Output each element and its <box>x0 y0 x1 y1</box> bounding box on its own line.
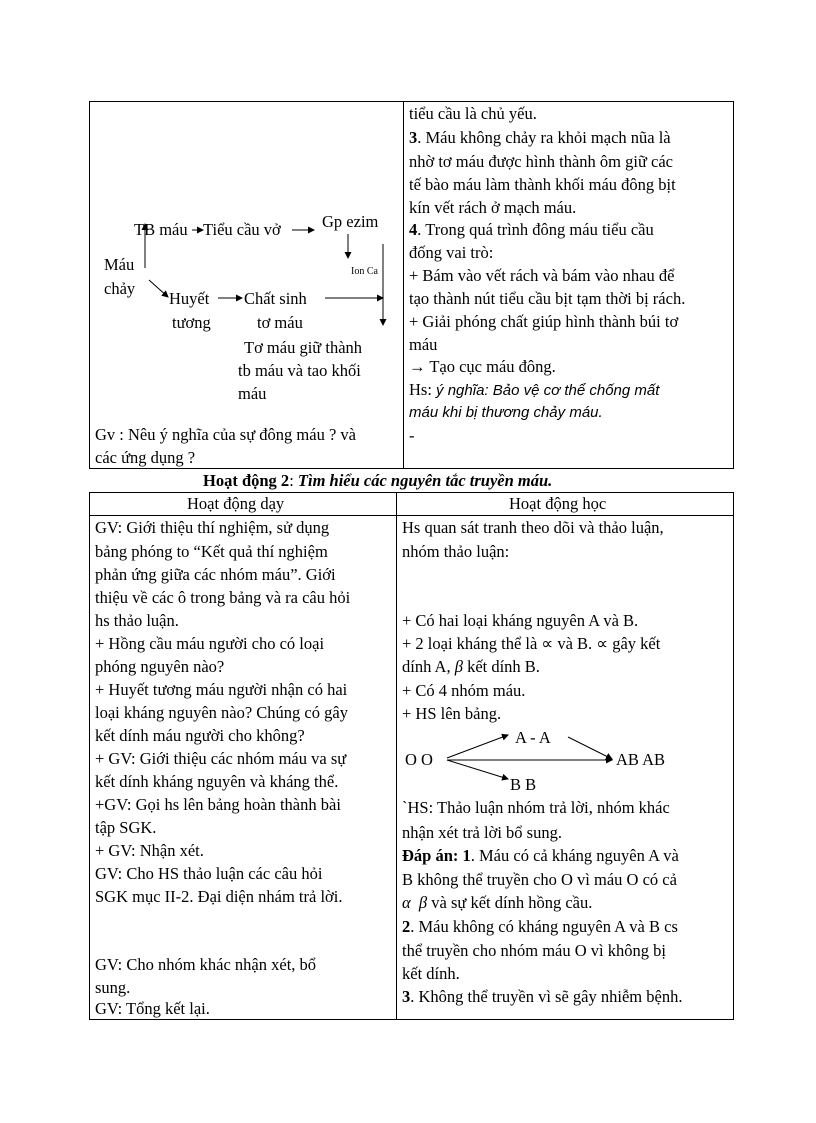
hs-line-2: máu khi bị thương chảy máu. <box>409 404 603 421</box>
diagram-gp-ezim: Gp ezim <box>322 212 379 231</box>
answer-label: Đáp án: <box>402 846 463 865</box>
right-line-7: đống vai trò: <box>409 243 494 262</box>
diagram-to-mau: tơ máu <box>257 313 303 332</box>
left2-line-20: GV: Tổng kết lại. <box>95 999 210 1018</box>
diagram-ion-ca: Ion Ca <box>351 266 378 277</box>
hs-italic-1: ý nghĩa: Bảo vệ cơ thể chống mất <box>436 382 660 399</box>
right2-point-2: + 2 loại kháng thể là ∝ và B. ∝ gây kết <box>402 634 661 653</box>
section-heading-italic: Tìm hiểu các nguyên tắc truyền máu. <box>297 471 553 490</box>
right-line-3: nhờ tơ máu được hình thành ôm giữ các <box>409 152 674 171</box>
diagram-tieu-cau-vo: Tiểu cầu vở <box>203 220 281 239</box>
right-line-9: tạo thành nút tiểu cầu bịt tạm thời bị rách. <box>409 289 686 308</box>
col-header-teach: Hoạt động dạy <box>187 494 285 513</box>
answer-2-num: 2 <box>402 917 411 936</box>
answer-line-7 <box>402 987 682 1007</box>
left2-line-6: + Hồng cầu máu người cho có loại <box>95 634 325 653</box>
answer-line-1 <box>402 846 679 866</box>
bg-b: B B <box>510 775 537 794</box>
diagram-mau: Máu <box>104 255 135 274</box>
left2-line-4: thiệu về các ô trong bảng và ra câu hỏi <box>95 588 351 607</box>
answer-1-text-3: và sự kết dính hồng cầu. <box>431 893 593 912</box>
answer-line-5: thể truyền cho nhóm máu O vì không bị <box>402 941 666 960</box>
right-line-8: + Bám vào vết rách và bám vào nhau để <box>409 266 675 285</box>
alpha-symbol: α <box>402 893 411 912</box>
diagram-result-1: Tơ máu giữ thành <box>244 338 363 357</box>
dash: - <box>409 426 415 445</box>
right2-after-2: nhận xét trả lời bổ sung. <box>402 823 562 842</box>
answer-line-2: B không thể truyền cho O vì máu O có cả <box>402 870 677 889</box>
right2-point-5: + HS lên bảng. <box>402 704 502 723</box>
hs-prefix: Hs: <box>409 380 437 399</box>
answer-3-num: 3 <box>402 987 411 1006</box>
num-4: 4 <box>409 220 418 239</box>
left2-line-1: GV: Giới thiệu thí nghiệm, sử dụng <box>95 518 330 537</box>
diagram-chat-sinh: Chất sinh <box>244 289 307 308</box>
left2-line-14: tập SGK. <box>95 818 157 837</box>
left2-line-19: sung. <box>95 978 131 997</box>
diagram-tuong: tương <box>172 313 211 332</box>
left2-line-16: GV: Cho HS thảo luận các câu hỏi <box>95 864 323 883</box>
left2-line-5: hs thảo luận. <box>95 611 179 630</box>
diagram-tb-mau: TB máu <box>134 220 188 239</box>
bg-o: O O <box>405 750 433 769</box>
arrow-a-to-ab <box>568 737 612 759</box>
left2-line-12: kết dính kháng nguyên và kháng thể. <box>95 772 339 791</box>
answer-line-3 <box>402 893 592 913</box>
answer-1-num: 1 <box>462 846 471 865</box>
diagram-result-2: tb máu và tao khối <box>238 361 361 380</box>
left2-line-15: + GV: Nhận xét. <box>95 841 204 860</box>
left2-line-3: phản ứng giữa các nhóm máu”. Giới <box>95 565 336 584</box>
answer-line-6: kết dính. <box>402 964 460 983</box>
arrow-o-to-b <box>447 760 508 779</box>
right2-point-3b: kết dính B. <box>467 657 540 676</box>
right2-point-1: + Có hai loại kháng nguyên A và B. <box>402 611 639 630</box>
right-line-5: kín vết rách ở mạch máu. <box>409 198 577 217</box>
left2-line-2: bảng phóng to “Kết quả thí nghiệm <box>95 542 328 561</box>
left2-line-17: SGK mục II-2. Đại diện nhám trả lời. <box>95 887 343 906</box>
num-3: 3 <box>409 128 418 147</box>
section-heading-colon: : <box>289 471 298 490</box>
section-heading-bold: Hoạt động 2 <box>203 471 290 490</box>
left2-line-13: +GV: Gọi hs lên bảng hoàn thành bài <box>95 795 341 814</box>
right-line-12: → Tạo cục máu đông. <box>409 357 556 376</box>
arrow-o-to-a <box>447 735 508 758</box>
answer-2-text-1: . Máu không có kháng nguyên A và B cs <box>410 917 678 936</box>
right-line-10: + Giải phóng chất giúp hình thành búi tơ <box>409 312 679 331</box>
answer-3-text: . Không thể truyền vì sẽ gây nhiễm bệnh. <box>410 987 683 1006</box>
left2-line-11: + GV: Giới thiệu các nhóm máu va sự <box>95 749 347 768</box>
beta-symbol-2: β <box>418 893 428 912</box>
bg-a: A - A <box>515 728 551 747</box>
left2-line-7: phóng nguyên nào? <box>95 657 225 676</box>
col-header-learn: Hoạt động học <box>509 494 607 513</box>
beta-symbol: β <box>454 657 463 676</box>
left2-line-18: GV: Cho nhóm khác nhận xét, bổ <box>95 955 317 974</box>
right2-point-3a: dính A, <box>402 657 455 676</box>
right-line-11: máu <box>409 335 438 354</box>
diagram-huyet: Huyết <box>169 289 210 308</box>
right-line-4: tế bào máu làm thành khối máu đông bịt <box>409 175 676 194</box>
left2-line-9: loại kháng nguyên nào? Chúng có gây <box>95 703 348 722</box>
answer-1-text-1: . Máu có cả kháng nguyên A và <box>470 846 679 865</box>
right2-intro-2: nhóm thảo luận: <box>402 542 510 561</box>
diagram-chay: chảy <box>104 279 136 298</box>
left-question-line-2: các ứng dụng ? <box>95 448 196 467</box>
left2-line-10: kết dính máu người cho không? <box>95 726 305 745</box>
diagram-result-3: máu <box>238 384 267 403</box>
right-line-6-text: . Trong quá trình đông máu tiểu cầu <box>417 220 654 239</box>
bg-ab: AB AB <box>616 750 666 769</box>
left2-line-8: + Huyết tương máu người nhận có hai <box>95 680 348 699</box>
right-line-1: tiểu cầu là chủ yếu. <box>409 104 537 123</box>
right-line-2-text: . Máu không chảy ra khỏi mạch nũa là <box>417 128 671 147</box>
answer-line-4 <box>402 917 678 937</box>
left-question-line-1: Gv : Nêu ý nghĩa của sự đông máu ? và <box>95 425 356 444</box>
right2-intro-1: Hs quan sát tranh theo dõi và thảo luận, <box>402 518 664 537</box>
right2-after-1: `HS: Thảo luận nhóm trả lời, nhóm khác <box>402 798 670 817</box>
right2-point-4: + Có 4 nhóm máu. <box>402 681 526 700</box>
